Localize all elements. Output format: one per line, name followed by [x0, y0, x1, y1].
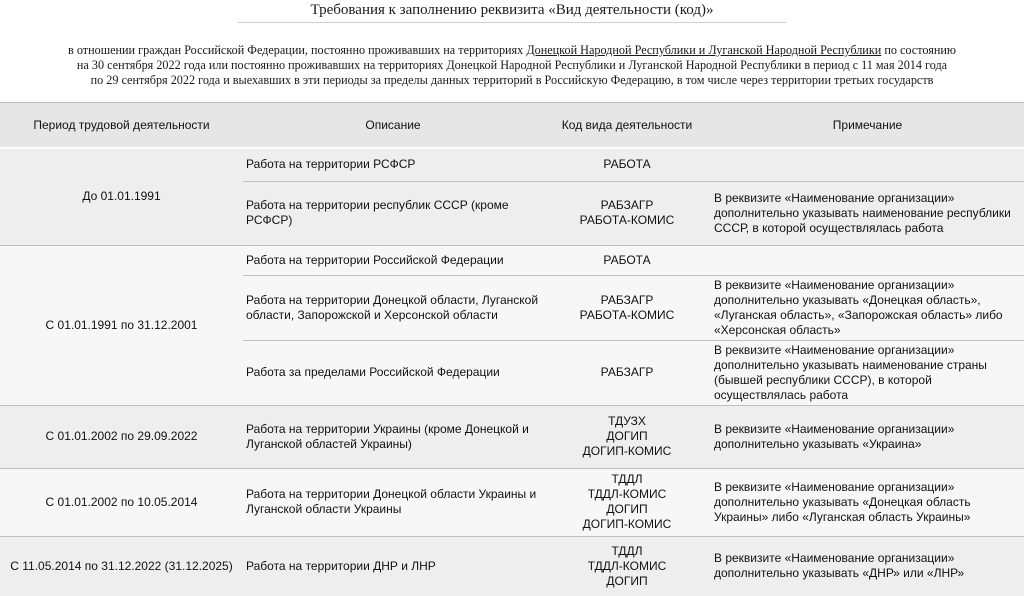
period-cell: С 01.01.2002 по 29.09.2022 [0, 405, 243, 468]
table-row [0, 536, 1024, 596]
code-value: ТДДЛ [611, 472, 643, 486]
code-value: ДОГИП [606, 573, 648, 588]
intro-line-1-pre: в отношении граждан Российской Федерации, постоянно проживавших на территориях [68, 43, 527, 57]
code-value: РАБЗАГР [600, 198, 654, 212]
code-value: РАБОТА [603, 157, 651, 172]
title-divider [238, 22, 786, 23]
code-cell [543, 340, 711, 405]
period-cell: С 01.01.1991 по 31.12.2001 [0, 245, 243, 405]
code-value: ТДУЗХ [608, 414, 646, 428]
period-cell: С 11.05.2014 по 31.12.2022 (31.12.2025) [0, 536, 243, 596]
code-cell [543, 148, 711, 181]
code-value: РАБОТА-КОМИС [579, 213, 675, 227]
code-value: ДОГИП-КОМИС [582, 444, 672, 458]
intro-line-3: по 29 сентября 2022 года и выехавших в эти периоды за пределы данных территорий в Российскую Федерацию, в том числе через территории третьих государств [90, 73, 934, 87]
intro-line-2: на 30 сентября 2022 года или постоянно проживавших на территориях Донецкой Народной Республики и Луганской Народной Республики в период с 11 мая 2014 года [76, 58, 948, 72]
code-cell [543, 536, 711, 596]
table-row [0, 245, 1024, 275]
header-description: Описание [243, 103, 543, 149]
note-cell: В реквизите «Наименование организации» дополнительно указывать «Донецкая область Украины» либо «Луганская область Украины» [711, 468, 1024, 536]
intro-line-1 [0, 43, 1024, 58]
code-value: ДОГИП [606, 429, 648, 443]
table-header-row [0, 103, 1024, 149]
code-cell [543, 275, 711, 340]
code-cell [543, 468, 711, 536]
code-value: ДОГИП-КОМИС [582, 517, 672, 531]
code-value: РАБЗАГР [600, 292, 654, 307]
period-cell: До 01.01.1991 [0, 148, 243, 245]
description-cell: Работа на территории Донецкой области Украины и Луганской области Украины [243, 468, 543, 536]
code-value: РАБЗАГР [600, 365, 654, 379]
description-cell: Работа на территории ДНР и ЛНР [243, 536, 543, 596]
header-note: Примечание [711, 103, 1024, 149]
page-title: Требования к заполнению реквизита «Вид деятельности (код)» [310, 2, 714, 18]
header-code: Код вида деятельности [543, 103, 711, 149]
description-cell: Работа на территории РСФСР [243, 148, 543, 181]
code-value: ДОГИП [606, 502, 648, 516]
header-period: Период трудовой деятельности [0, 103, 243, 149]
code-value: ТДДЛ-КОМИС [587, 558, 667, 573]
code-value: РАБОТА-КОМИС [579, 307, 675, 322]
code-value: ТДДЛ [611, 543, 643, 558]
description-cell: Работа на территории Украины (кроме Донецкой и Луганской областей Украины) [243, 405, 543, 468]
note-cell [711, 148, 1024, 181]
table-row [0, 405, 1024, 468]
description-cell: Работа на территории Донецкой области, Луганской области, Запорожской и Херсонской области [243, 275, 543, 340]
code-cell [543, 405, 711, 468]
description-cell: Работа за пределами Российской Федерации [243, 340, 543, 405]
code-cell [543, 181, 711, 245]
code-value: РАБОТА [603, 252, 651, 267]
note-cell: В реквизите «Наименование организации» дополнительно указывать наименование страны (бывшей республики СССР), в которой осуществлялась работа [711, 340, 1024, 405]
note-cell: В реквизите «Наименование организации» дополнительно указывать «ДНР» или «ЛНР» [711, 536, 1024, 596]
table-row [0, 468, 1024, 536]
period-cell: С 01.01.2002 по 10.05.2014 [0, 468, 243, 536]
table-row [0, 148, 1024, 181]
note-cell: В реквизите «Наименование организации» дополнительно указывать «Украина» [711, 405, 1024, 468]
requirements-table [0, 102, 1024, 596]
note-cell: В реквизите «Наименование организации» дополнительно указывать «Донецкая область», «Луганская область», «Запорожская область» либо «Херсонская область» [711, 275, 1024, 340]
intro-link-dnr-lnr: Донецкой Народной Республики и Луганской Народной Республики [526, 43, 882, 57]
code-cell [543, 245, 711, 275]
note-cell: В реквизите «Наименование организации» дополнительно указывать наименование республики СССР, в которой осуществлялась работа [711, 181, 1024, 245]
intro-line-1-post: по состоянию [881, 43, 956, 57]
description-cell: Работа на территории Российской Федерации [243, 245, 543, 275]
code-value: ТДДЛ-КОМИС [587, 487, 667, 501]
description-cell: Работа на территории республик СССР (кроме РСФСР) [243, 181, 543, 245]
note-cell [711, 245, 1024, 275]
intro-text [0, 43, 1024, 88]
